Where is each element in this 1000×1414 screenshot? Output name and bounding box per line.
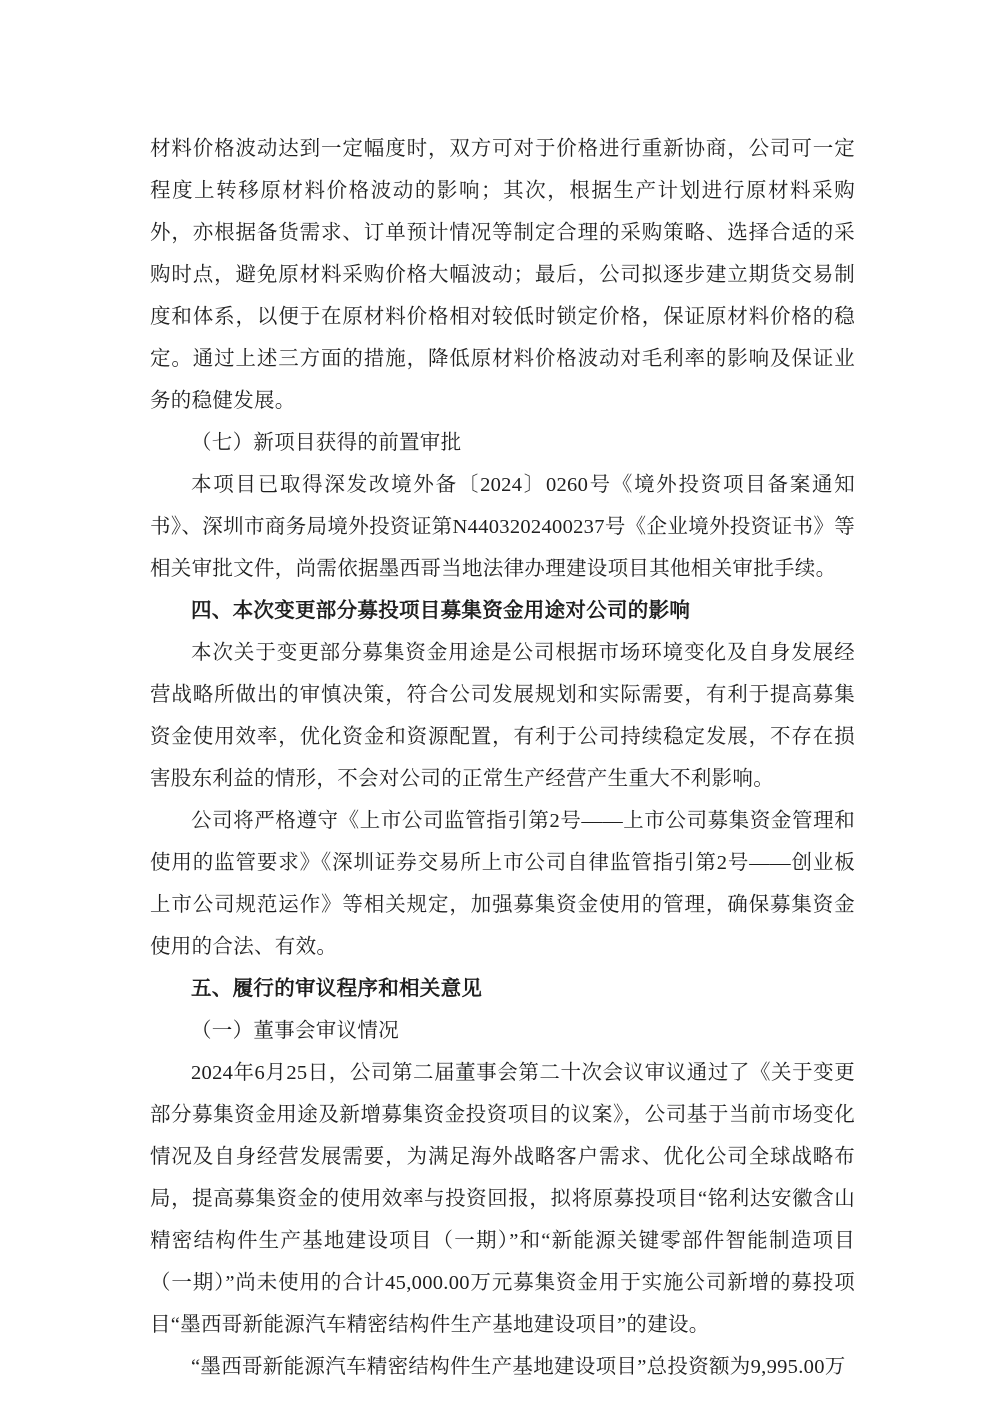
paragraph-impact-statement: 本次关于变更部分募集资金用途是公司根据市场环境变化及自身发展经营战略所做出的审慎决策，符合公司发展规划和实际需要，有利于提高募集资金使用效率，优化资金和资源配置，有利于公司持续稳定发展，不存在损害股东利益的情形，不会对公司的正常生产经营产生重大不利影响。 xyxy=(150,642,855,790)
paragraph-mexico-project-investment: “墨西哥新能源汽车精密结构件生产基地建设项目”总投资额为9,995.00万 xyxy=(191,1356,846,1378)
section-heading-impact-of-change: 四、本次变更部分募投项目募集资金用途对公司的影响 xyxy=(191,600,691,622)
subheading-pre-approval: （七）新项目获得的前置审批 xyxy=(191,432,462,454)
paragraph-board-meeting-resolution: 2024年6月25日，公司第二届董事会第二十次会议审议通过了《关于变更部分募集资金用途及新增募集资金投资项目的议案》，公司基于当前市场变化情况及自身经营发展需要，为满足海外战略客户需求、优化公司全球战略布局，提高募集资金的使用效率与投资回报，拟将原募投项目“铭利达安徽含山精密结构件生产基地建设项目（一期）”和“新能源关键零部件智能制造项目（一期）”尚未使用的合计45,000.00万元募集资金用于实施公司新增的募投项目“墨西哥新能源汽车精密结构件生产基地建设项目”的建设。 xyxy=(150,1062,855,1336)
paragraph-approval-documents: 本项目已取得深发改境外备〔2024〕0260号《境外投资项目备案通知书》、深圳市商务局境外投资证第N4403202400237号《企业境外投资证书》等相关审批文件，尚需依据墨西哥当地法律办理建设项目其他相关审批手续。 xyxy=(150,474,855,580)
subheading-board-review: （一）董事会审议情况 xyxy=(191,1020,399,1042)
section-heading-review-procedures: 五、履行的审议程序和相关意见 xyxy=(191,978,483,1000)
paragraph-raw-material-price-measures: 材料价格波动达到一定幅度时，双方可对于价格进行重新协商，公司可一定程度上转移原材料价格波动的影响；其次，根据生产计划进行原材料采购外，亦根据备货需求、订单预计情况等制定合理的采购策略、选择合适的采购时点，避免原材料采购价格大幅波动；最后，公司拟逐步建立期货交易制度和体系，以便于在原材料价格相对较低时锁定价格，保证原材料价格的稳定。通过上述三方面的措施，降低原材料价格波动对毛利率的影响及保证业务的稳健发展。 xyxy=(150,138,855,412)
paragraph-compliance-statement: 公司将严格遵守《上市公司监管指引第2号——上市公司募集资金管理和使用的监管要求》《深圳证券交易所上市公司自律监管指引第2号——创业板上市公司规范运作》等相关规定，加强募集资金使用的管理，确保募集资金使用的合法、有效。 xyxy=(150,810,855,958)
